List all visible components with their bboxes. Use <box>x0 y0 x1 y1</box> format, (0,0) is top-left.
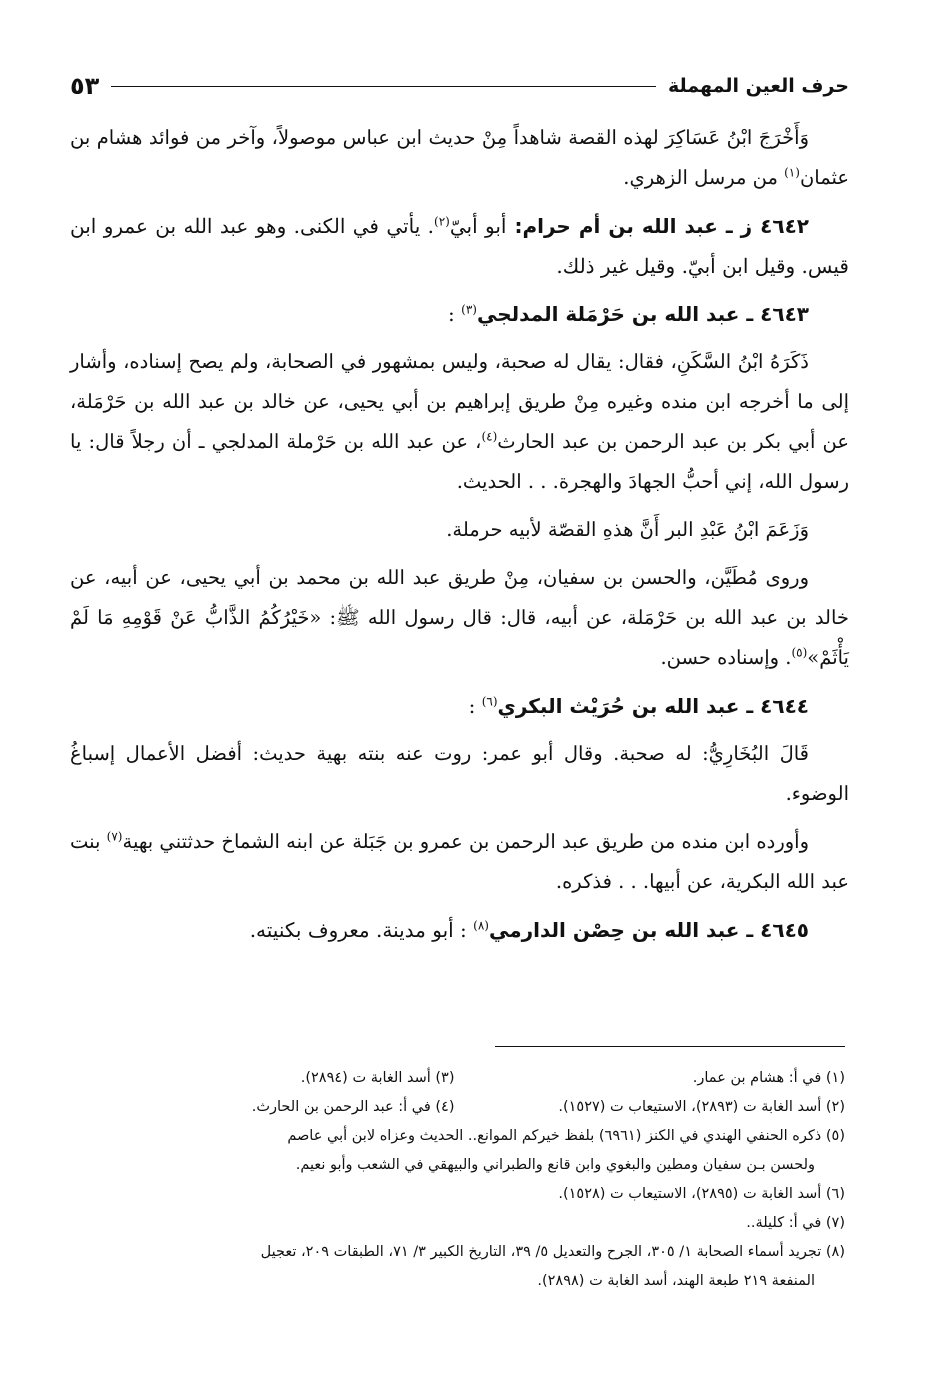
footnote-5-continued: ولحسن بـن سفيان ومطين والبغوي وابن قانع والطبراني والبيهقي في الشعب وأبو نعيم. <box>295 1157 815 1173</box>
footnote-2: (٢) أسد الغابة ت (٢٨٩٣)، الاستيعاب ت (١٥٢٧). <box>558 1099 845 1115</box>
header-rule <box>111 86 656 87</box>
footnote-ref: (٢) <box>434 214 450 229</box>
entry-heading: ٤٦٤٣ ـ عبد الله بن حَرْمَلة المدلجي <box>476 302 809 326</box>
paragraph: وروى مُطَيَّن، والحسن بن سفيان، مِنْ طريق عبد الله بن محمد بن أبي يحيى، عن أبيه، عن خالد بن عبد الله بن حَرْمَلة، عن أبيه، قال: قال رسول الله ﷺ: «خَيْرُكُمُ الذَّابُّ عَنْ قَوْمِهِ مَا لَمْ يَأْثَمْ»$^{(٥)}$. وإسناده حسن. <box>70 566 849 669</box>
footnote-6: (٦) أسد الغابة ت (٢٨٩٥)، الاستيعاب ت (١٥٢٨). <box>558 1186 845 1202</box>
footnote-8: (٨) تجريد أسماء الصحابة ١/ ٣٠٥، الجرح والتعديل ٥/ ٣٩، التاريخ الكبير ٣/ ٧١، الطبقات ٢٠٩، تعجيل <box>260 1244 845 1260</box>
entry-4644: ٤٦٤٤ ـ عبد الله بن حُرَيْث البكري$^{(٦)}$ : <box>468 694 809 718</box>
footnotes <box>64 1064 845 1296</box>
footnote-1: (١) في أ: هشام بن عمار. <box>692 1070 845 1086</box>
footnote-row <box>64 1093 845 1122</box>
footnote-ref: (٥) <box>791 645 808 660</box>
page-number: ٥٣ <box>70 72 100 100</box>
running-title: حرف العين المهملة <box>668 75 849 97</box>
entry-heading: ٤٦٤٥ ـ عبد الله بن حِصْن الدارمي <box>488 918 809 942</box>
footnote-ref: (٣) <box>461 302 477 317</box>
footnote-ref: (٤) <box>481 429 498 444</box>
paragraph: وَأَخْرَجَ ابْنُ عَسَاكِرَ لهذه القصة شاهداً مِنْ حديث ابن عباس موصولاً، وآخر من فوائد هشام بن عثمان$^{(١)}$ من مرسل الزهري. <box>70 126 849 189</box>
footnote-ref: (٨) <box>473 918 489 933</box>
footnote-ref: (١) <box>784 165 800 180</box>
paragraph: وأورده ابن منده من طريق عبد الرحمن بن عمرو بن جَبَلة عن ابنه الشماخ حدثتني بهية$^{(٧)}$ بنت عبد الله البكرية، عن أبيها. . . فذكره. <box>69 829 849 893</box>
entry-heading: ٤٦٤٤ ـ عبد الله بن حُرَيْث البكري <box>497 694 809 718</box>
footnote-7: (٧) في أ: كليلة.. <box>746 1215 845 1231</box>
paragraph: وَزَعَمَ ابْنُ عَبْدِ البر أَنَّ هذهِ القصّة لأبيه حرملة. <box>446 518 809 541</box>
footnote-separator <box>495 1046 845 1047</box>
footnote-ref: (٧) <box>106 829 123 844</box>
paragraph: ذَكَرَهُ ابْنُ السَّكَنِ، فقال: يقال له صحبة، وليس بمشهور في الصحابة، ولم يصح إسناده، وأشار إلى ما أخرجه ابن منده وغيره مِنْ طريق إبراهيم بن أبي يحيى، عن خالد بن عبد الله بن حَرْمَلة، عن أبي بكر بن عبد الرحمن بن عبد الحارث$^{(٤)}$، عن عبد الله بن حَرْملة المدلجي ـ أن رجلاً قال: يا رسول الله، إني أحبُّ الجهادَ والهجرة. . . الحديث. <box>70 350 849 493</box>
main-text <box>70 118 849 958</box>
footnote-4: (٤) في أ: عبد الرحمن بن الحارث. <box>251 1099 455 1115</box>
paragraph: قَالَ البُخَارِيُّ: له صحبة. وقال أبو عمر: روت عنه بنته بهية حديث: أفضل الأعمال إسباغُ الوضوء. <box>70 742 849 805</box>
entry-4642: ٤٦٤٢ ز ـ عبد الله بن أم حرام: أبو أبيّ$^{(٢)}$. يأتي في الكنى. وهو عبد الله بن عمرو ابن قيس. وقيل ابن أبيّ. وقيل غير ذلك. <box>70 214 849 278</box>
page-header <box>70 68 849 104</box>
footnote-3: (٣) أسد الغابة ت (٢٨٩٤). <box>300 1070 455 1086</box>
entry-heading: ٤٦٤٢ ز ـ عبد الله بن أم حرام: <box>506 214 809 238</box>
entry-4643: ٤٦٤٣ ـ عبد الله بن حَرْمَلة المدلجي$^{(٣)}$ : <box>448 302 809 326</box>
footnote-5: (٥) ذكره الحنفي الهندي في الكنز (٦٩٦١) بلفظ خيركم الموانع.. الحديث وعزاه لابن أبي عاصم <box>287 1128 845 1144</box>
entry-4645: ٤٦٤٥ ـ عبد الله بن حِصْن الدارمي$^{(٨)}$ : أبو مدينة. معروف بكنيته. <box>249 918 809 942</box>
footnote-row <box>64 1064 845 1093</box>
footnote-ref: (٦) <box>481 694 498 709</box>
footnote-8-continued: المنفعة ٢١٩ طبعة الهند، أسد الغابة ت (٢٨٩٨). <box>537 1273 815 1289</box>
